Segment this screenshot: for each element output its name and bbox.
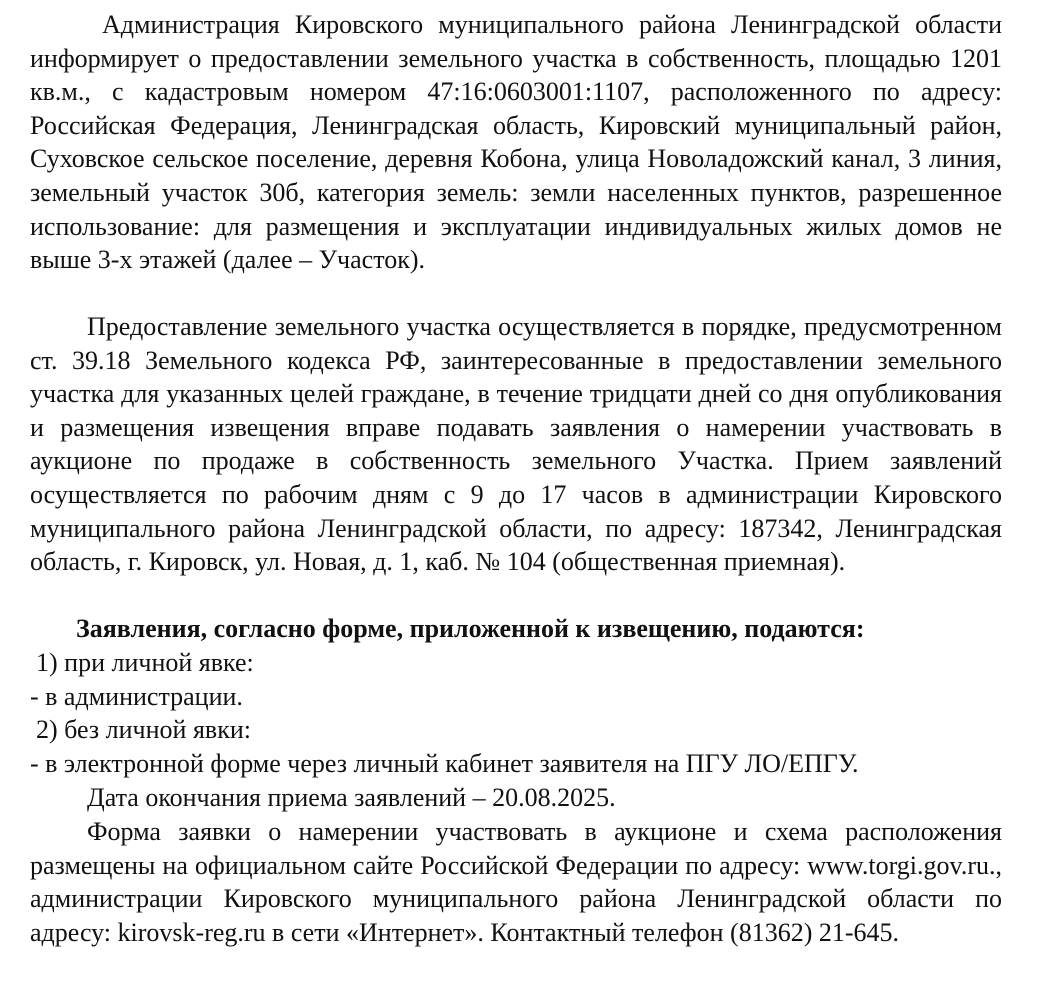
deadline-line: Дата окончания приема заявлений – 20.08.2025. bbox=[87, 783, 616, 812]
list-item-personal: 1) при личной явке: bbox=[36, 648, 254, 677]
form-info-paragraph: Форма заявки о намерении участвовать в аукционе и схема расположения размещены на официальном сайте Российской Федерации по адресу: www.torgi.gov.ru., администрации Кировского муниципального района Ленинградской области по адресу: kirovsk-reg.ru в сети «Интернет». Контактный телефон (81362) 21-645. bbox=[30, 817, 1002, 947]
intro-paragraph: Администрация Кировского муниципального района Ленинградской области информирует о предоставлении земельного участка в собственность, площадью 1201 кв.м., с кадастровым номером 47:16:0603001:1107, расположенного по адресу: Российская Федерация, Ленинградская область, Кировский муниципальный район, Суховское сельское поселение, деревня Кобона, улица Новоладожский канал, 3 линия, земельный участок 30б, категория земель: земли населенных пунктов, разрешенное использование: для размещения и эксплуатации индивидуальных жилых домов не выше 3-х этажей (далее – Участок). bbox=[30, 10, 1002, 275]
list-item-administration: - в администрации. bbox=[30, 682, 243, 711]
list-item-electronic: - в электронной форме через личный кабинет заявителя на ПГУ ЛО/ЕПГУ. bbox=[30, 749, 859, 778]
procedure-paragraph: Предоставление земельного участка осуществляется в порядке, предусмотренном ст. 39.18 Земельного кодекса РФ, заинтересованные в предоставлении земельного участка для указанных целей граждане, в течение тридцати дней со дня опубликования и размещения извещения вправе подавать заявления о намерении участвовать в аукционе по продаже в собственность земельного Участка. Прием заявлений осуществляется по рабочим дням с 9 до 17 часов в администрации Кировского муниципального района Ленинградской области, по адресу: 187342, Ленинградская область, г. Кировск, ул. Новая, д. 1, каб. № 104 (общественная приемная). bbox=[30, 312, 1002, 577]
list-item-remote: 2) без личной явки: bbox=[36, 715, 251, 744]
submission-heading: Заявления, согласно форме, приложенной к извещению, подаются: bbox=[76, 614, 865, 643]
